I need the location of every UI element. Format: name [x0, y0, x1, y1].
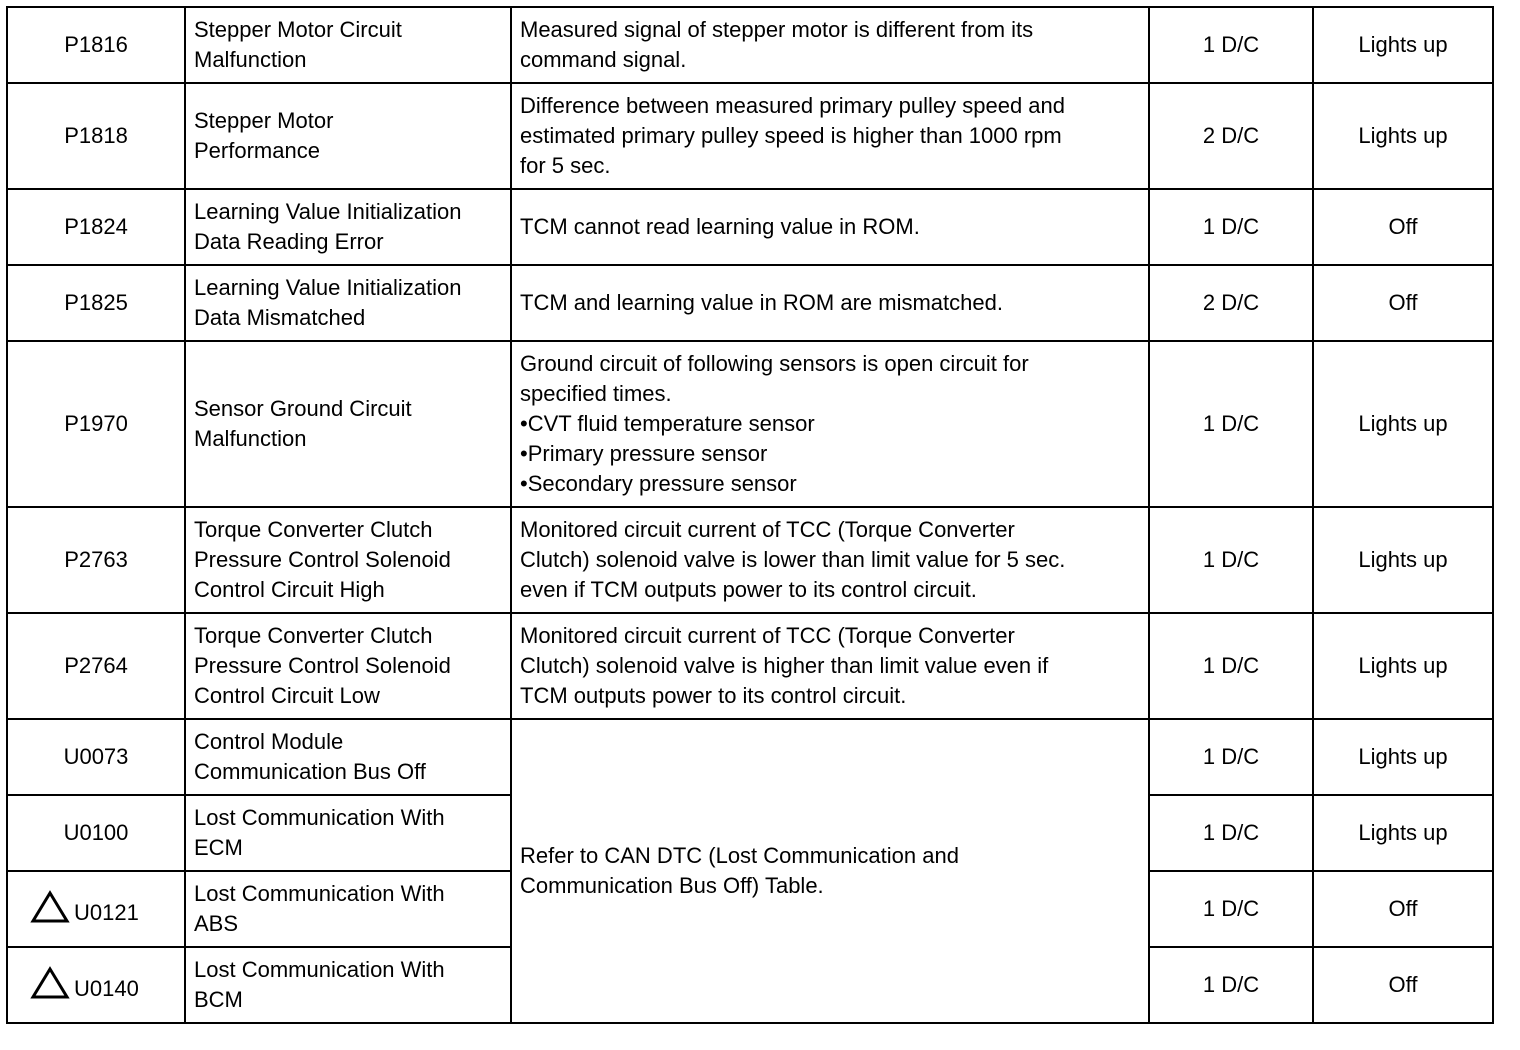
- trouble-name: Sensor Ground Circuit Malfunction: [185, 341, 511, 507]
- trouble-name: Lost Communication With ABS: [185, 871, 511, 947]
- mil-status: Lights up: [1313, 507, 1493, 613]
- warning-triangle-icon: [30, 890, 70, 924]
- trip-count: 1 D/C: [1149, 947, 1313, 1023]
- table-row: [7, 341, 1493, 507]
- dtc-code: P1816: [7, 7, 185, 83]
- dtc-table: [6, 6, 1494, 1024]
- detection-condition: Monitored circuit current of TCC (Torque Converter Clutch) solenoid valve is higher than limit value even if TCM outputs power to its control circuit.: [511, 613, 1149, 719]
- trip-count: 1 D/C: [1149, 7, 1313, 83]
- trouble-name: Learning Value Initialization Data Reading Error: [185, 189, 511, 265]
- detection-condition: Monitored circuit current of TCC (Torque Converter Clutch) solenoid valve is lower than limit value for 5 sec. even if TCM outputs power to its control circuit.: [511, 507, 1149, 613]
- detection-condition: Measured signal of stepper motor is different from its command signal.: [511, 7, 1149, 83]
- dtc-code: P1970: [7, 341, 185, 507]
- mil-status: Off: [1313, 947, 1493, 1023]
- table-row: [7, 507, 1493, 613]
- trip-count: 1 D/C: [1149, 871, 1313, 947]
- dtc-code: U0121: [7, 871, 185, 947]
- table-row: [7, 613, 1493, 719]
- dtc-code: P1825: [7, 265, 185, 341]
- trip-count: 1 D/C: [1149, 613, 1313, 719]
- warning-triangle-icon: [30, 966, 70, 1000]
- mil-status: Off: [1313, 871, 1493, 947]
- trouble-name: Stepper Motor Performance: [185, 83, 511, 189]
- trouble-name: Torque Converter Clutch Pressure Control Solenoid Control Circuit High: [185, 507, 511, 613]
- mil-status: Lights up: [1313, 795, 1493, 871]
- trip-count: 1 D/C: [1149, 719, 1313, 795]
- dtc-code: U0073: [7, 719, 185, 795]
- dtc-code: P1824: [7, 189, 185, 265]
- dtc-code: P1818: [7, 83, 185, 189]
- detection-condition: TCM and learning value in ROM are mismatched.: [511, 265, 1149, 341]
- trouble-name: Lost Communication With ECM: [185, 795, 511, 871]
- trip-count: 1 D/C: [1149, 189, 1313, 265]
- table-row: [7, 189, 1493, 265]
- dtc-code: U0140: [7, 947, 185, 1023]
- mil-status: Lights up: [1313, 341, 1493, 507]
- detection-condition: TCM cannot read learning value in ROM.: [511, 189, 1149, 265]
- trouble-name: Stepper Motor Circuit Malfunction: [185, 7, 511, 83]
- mil-status: Lights up: [1313, 7, 1493, 83]
- table-row: [7, 83, 1493, 189]
- trouble-name: Control Module Communication Bus Off: [185, 719, 511, 795]
- mil-status: Lights up: [1313, 719, 1493, 795]
- table-row: [7, 719, 1493, 795]
- dtc-code: P2763: [7, 507, 185, 613]
- shared-detection-condition: Refer to CAN DTC (Lost Communication and Communication Bus Off) Table.: [511, 719, 1149, 1023]
- trouble-name: Lost Communication With BCM: [185, 947, 511, 1023]
- mil-status: Off: [1313, 265, 1493, 341]
- dtc-code: U0100: [7, 795, 185, 871]
- trouble-name: Learning Value Initialization Data Mismatched: [185, 265, 511, 341]
- mil-status: Lights up: [1313, 613, 1493, 719]
- trip-count: 1 D/C: [1149, 795, 1313, 871]
- mil-status: Lights up: [1313, 83, 1493, 189]
- detection-condition: Difference between measured primary pulley speed and estimated primary pulley speed is higher than 1000 rpm for 5 sec.: [511, 83, 1149, 189]
- trip-count: 1 D/C: [1149, 507, 1313, 613]
- table-row: [7, 7, 1493, 83]
- mil-status: Off: [1313, 189, 1493, 265]
- detection-condition: Ground circuit of following sensors is open circuit for specified times. •CVT fluid temperature sensor •Primary pressure sensor •Secondary pressure sensor: [511, 341, 1149, 507]
- trip-count: 2 D/C: [1149, 83, 1313, 189]
- trip-count: 2 D/C: [1149, 265, 1313, 341]
- trouble-name: Torque Converter Clutch Pressure Control Solenoid Control Circuit Low: [185, 613, 511, 719]
- trip-count: 1 D/C: [1149, 341, 1313, 507]
- table-row: [7, 265, 1493, 341]
- dtc-code: P2764: [7, 613, 185, 719]
